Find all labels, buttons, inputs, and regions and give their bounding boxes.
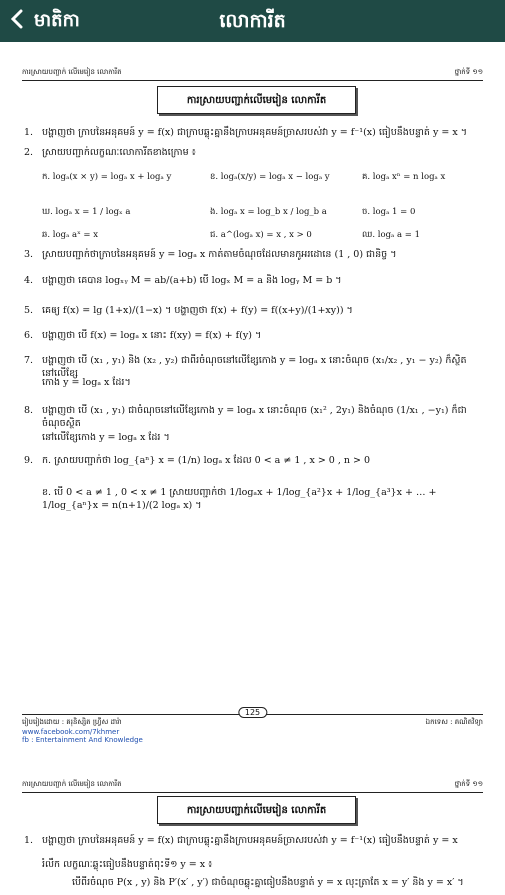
page-header — [22, 68, 483, 81]
header-left: ការស្រាយបញ្ជាក់ លើមេរៀន លោការីត — [22, 68, 122, 76]
header-right: ថ្នាក់ទី ១១ — [454, 780, 483, 788]
property-item: ខ. logₐ(x/y) = logₐ x − logₐ y — [210, 172, 330, 182]
facebook-page-name: fb : Entertainment And Knowledge — [22, 736, 143, 744]
back-button[interactable] — [0, 0, 34, 42]
property-item: ជ. a^(logₐ x) = x , x > 0 — [210, 230, 312, 240]
header-right: ថ្នាក់ទី ១១ — [454, 68, 483, 76]
footer-subject: ឯកទេស : គណិតវិទ្យា — [425, 718, 483, 726]
section-title: ការស្រាយបញ្ជាក់លើមេរៀន លោការីត — [157, 796, 356, 824]
page-title: លោការីត — [219, 10, 286, 32]
property-item: ឈ. logₐ a = 1 — [362, 230, 421, 240]
back-label[interactable]: មាតិកា — [34, 9, 80, 31]
property-item: ច. logₐ 1 = 0 — [362, 207, 416, 217]
page-number: 125 — [238, 707, 267, 718]
property-item: ឃ. logₐ x = 1 / logₓ a — [42, 207, 131, 217]
page-footer — [22, 708, 483, 744]
facebook-link[interactable]: www.facebook.com/7khmer — [22, 728, 120, 736]
property-item: ង. logₐ x = log_b x / log_b a — [210, 207, 327, 217]
header-left: ការស្រាយបញ្ជាក់ លើមេរៀន លោការីត — [22, 780, 122, 788]
page-header — [22, 780, 483, 793]
property-item: ក. logₐ(x × y) = logₐ x + logₐ y — [42, 172, 172, 182]
chevron-left-icon — [10, 9, 24, 33]
footer-author: រៀបរៀងដោយ : គរុនិស្សិត ហ្វ្រីស ដារ៉ា — [22, 718, 122, 726]
app-bar — [0, 0, 505, 42]
property-item: ឆ. logₐ aˣ = x — [42, 230, 99, 240]
property-item: គ. logₐ xⁿ = n logₐ x — [362, 172, 446, 182]
section-title: ការស្រាយបញ្ជាក់លើមេរៀន លោការីត — [157, 86, 356, 114]
